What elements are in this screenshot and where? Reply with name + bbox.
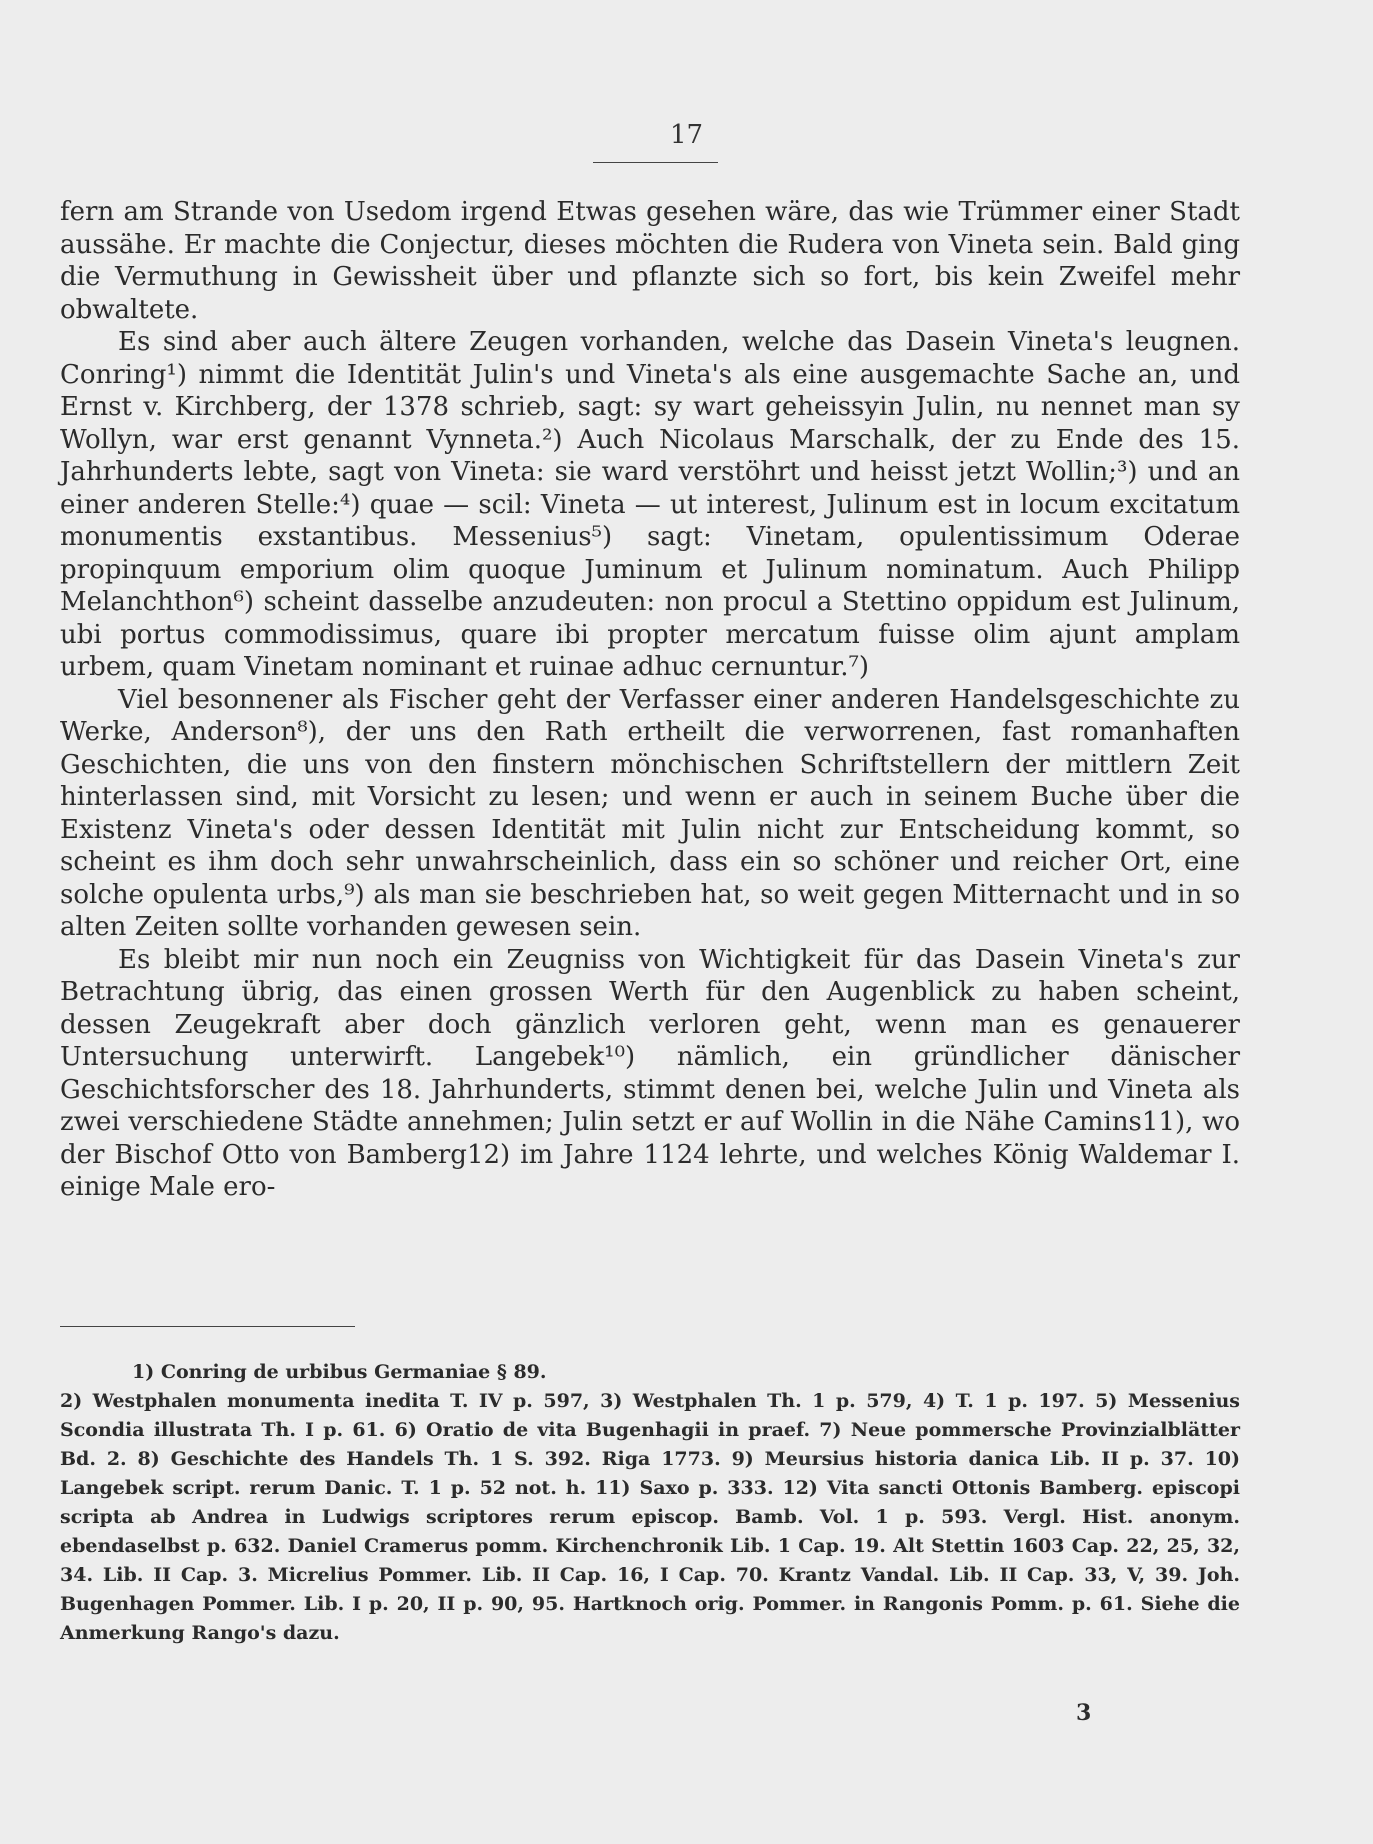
footnotes <box>60 1358 1240 1648</box>
paragraph: Es bleibt mir nun noch ein Zeugniss von Wichtigkeit für das Dasein Vineta's zur Betrachtung übrig, das einen grossen Werth für den Augenblick zu haben scheint, dessen Zeugekraft aber doch gänzlich verloren geht, wenn man es genauerer Untersuchung unterwirft. Langebek¹⁰) nämlich, ein gründlicher dänischer Geschichtsforscher des 18. Jahrhunderts, stimmt denen bei, welche Julin und Vineta als zwei verschiedene Städte annehmen; Julin setzt er auf Wollin in die Nähe Camins11), wo der Bischof Otto von Bamberg12) im Jahre 1124 lehrte, und welches König Waldemar I. einige Male ero- <box>60 944 1240 1202</box>
signature-mark: 3 <box>1076 1700 1092 1726</box>
page-number: 17 <box>669 120 704 150</box>
footnote-rule <box>60 1326 355 1327</box>
paragraph: Es sind aber auch ältere Zeugen vorhanden, welche das Dasein Vineta's leugnen. Conring¹) nimmt die Identität Julin's und Vineta's als eine ausgemachte Sache an, und Ernst v. Kirchberg, der 1378 schrieb, sagt: sy wart geheissyin Julin, nu nennet man sy Wollyn, war erst genannt Vynneta.²) Auch Nicolaus Marschalk, der zu Ende des 15. Jahrhunderts lebte, sagt von Vineta: sie ward verstöhrt und heisst jetzt Wollin;³) und an einer anderen Stelle:⁴) quae — scil: Vineta — ut interest, Julinum est in locum excitatum monumentis exstantibus. Messenius⁵) sagt: Vinetam, opulentissimum Oderae propinquum emporium olim quoque Juminum et Julinum nominatum. Auch Philipp Melanchthon⁶) scheint dasselbe anzudeuten: non procul a Stettino oppidum est Julinum, ubi portus commodissimus, quare ibi propter mercatum fuisse olim ajunt amplam urbem, quam Vinetam nominant et ruinae adhuc cernuntur.⁷) <box>60 327 1240 682</box>
footnote: 1) Conring de urbibus Germaniae § 89. <box>132 1361 547 1383</box>
paragraph: fern am Strande von Usedom irgend Etwas gesehen wäre, das wie Trümmer einer Stadt aussähe. Er machte die Conjectur, dieses möchten die Rudera von Vineta sein. Bald ging die Vermuthung in Gewissheit über und pflanzte sich so fort, bis kein Zweifel mehr obwaltete. <box>60 197 1240 325</box>
paragraph: Viel besonnener als Fischer geht der Verfasser einer anderen Handelsgeschichte zu Werke, Anderson⁸), der uns den Rath ertheilt die verworrenen, fast romanhaften Geschichten, die uns von den finstern mönchischen Schriftstellern der mittlern Zeit hinterlassen sind, mit Vorsicht zu lesen; und wenn er auch in seinem Buche über die Existenz Vineta's oder dessen Identität mit Julin nicht zur Entscheidung kommt, so scheint es ihm doch sehr unwahrscheinlich, dass ein so schöner und reicher Ort, eine solche opulenta urbs,⁹) als man sie beschrieben hat, so weit gegen Mitternacht und in so alten Zeiten sollte vorhanden gewesen sein. <box>60 684 1240 942</box>
body-text <box>60 196 1240 1204</box>
header-rule <box>593 162 718 163</box>
footnote: 2) Westphalen monumenta inedita T. IV p. 597, 3) Westphalen Th. 1 p. 579, 4) T. 1 p. 197. 5) Messenius Scondia illustrata Th. I p. 61. 6) Oratio de vita Bugenhagii in praef. 7) Neue pommersche Provinzialblätter Bd. 2. 8) Geschichte des Handels Th. 1 S. 392. Riga 1773. 9) Meursius historia danica Lib. II p. 37. 10) Langebek script. rerum Danic. T. 1 p. 52 not. h. 11) Saxo p. 333. 12) Vita sancti Ottonis Bamberg. episcopi scripta ab Andrea in Ludwigs scriptores rerum episcop. Bamb. Vol. 1 p. 593. Vergl. Hist. anonym. ebendaselbst p. 632. Daniel Cramerus pomm. Kirchenchronik Lib. 1 Cap. 19. Alt Stettin 1603 Cap. 22, 25, 32, 34. Lib. II Cap. 3. Micrelius Pommer. Lib. II Cap. 16, I Cap. 70. Krantz Vandal. Lib. II Cap. 33, V, 39. Joh. Bugenhagen Pommer. Lib. I p. 20, II p. 90, 95. Hartknoch orig. Pommer. in Rangonis Pomm. p. 61. Siehe die Anmerkung Rango's dazu. <box>60 1390 1240 1644</box>
